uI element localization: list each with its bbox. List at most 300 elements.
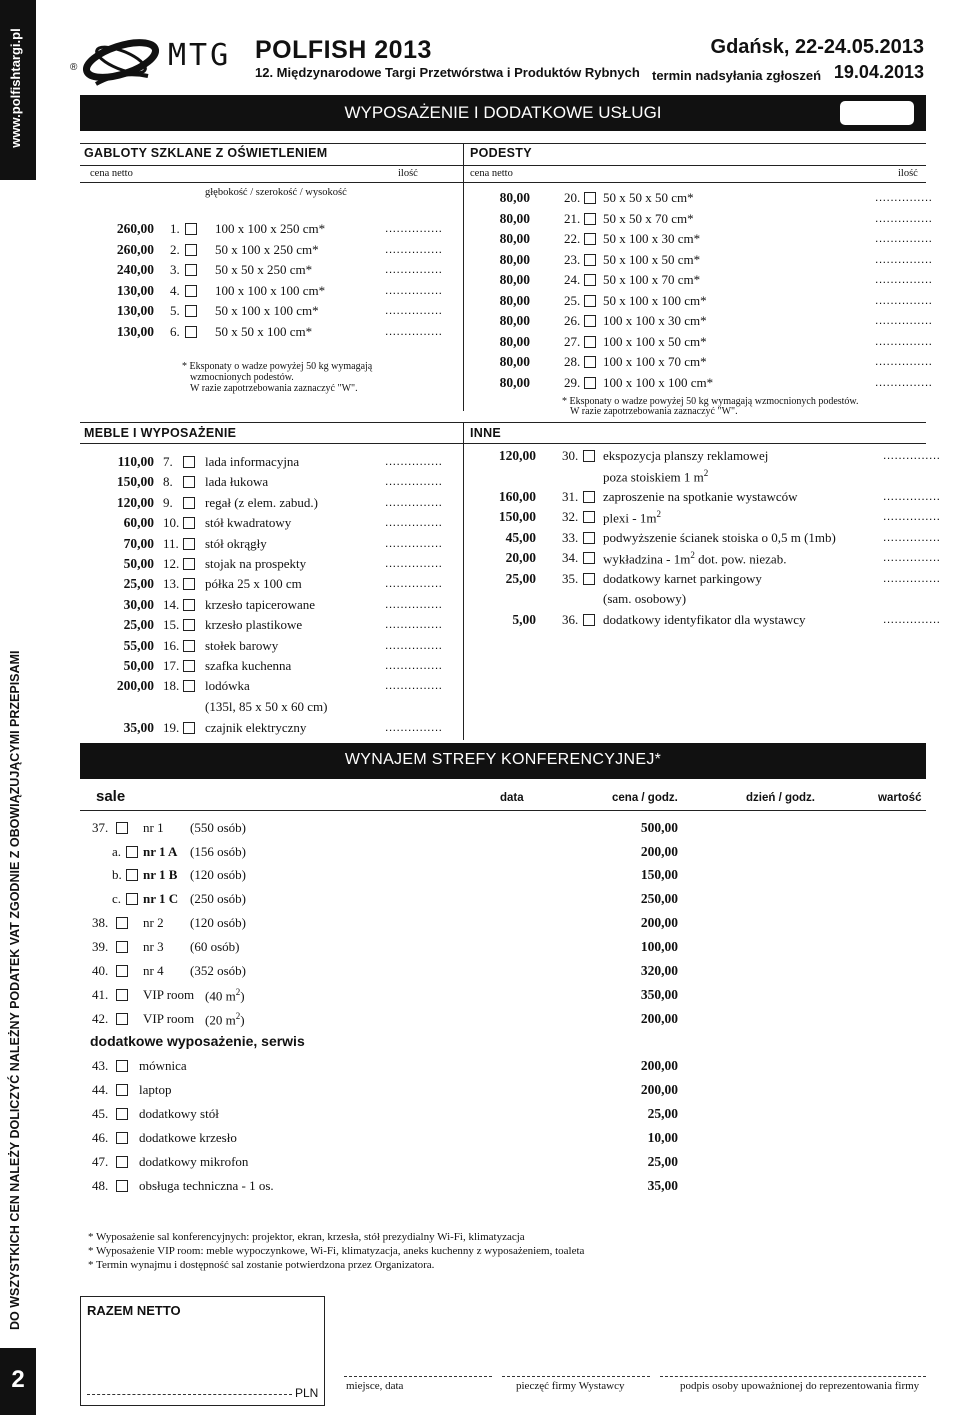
item-checkbox[interactable] — [126, 846, 138, 858]
item-price: 150,00 — [116, 474, 154, 490]
item-price: 130,00 — [116, 282, 154, 298]
item-label: lada łukowa — [205, 474, 269, 490]
deadline-label: termin nadsyłania zgłoszeń — [652, 68, 822, 83]
item-label: 50 x 100 x 50 cm* — [603, 251, 701, 267]
section-banner — [80, 95, 926, 131]
item-checkbox[interactable] — [183, 640, 195, 652]
qty-field[interactable]: ............... — [385, 637, 443, 652]
item-checkbox[interactable] — [116, 941, 128, 953]
fair-title: POLFISH 2013 — [255, 36, 432, 64]
item-price: 260,00 — [116, 241, 154, 257]
qty-field[interactable]: ............... — [875, 292, 933, 307]
item-label: 50 x 100 x 30 cm* — [603, 231, 701, 246]
qty-field[interactable]: ............... — [385, 535, 443, 550]
location-date: Gdańsk, 22-24.05.2013 — [710, 36, 924, 58]
qty-field[interactable]: ............... — [385, 576, 443, 591]
qty-field[interactable]: ............... — [875, 272, 933, 286]
room-price: 500,00 — [640, 820, 678, 835]
item-number: 26. — [564, 313, 581, 328]
item-price: 30,00 — [123, 596, 154, 612]
divider — [463, 143, 464, 411]
room-price: 200,00 — [640, 844, 678, 859]
item-checkbox[interactable] — [116, 1132, 128, 1144]
qty-field[interactable]: ............... — [883, 489, 941, 503]
qty-field[interactable]: ............... — [875, 374, 933, 389]
room-name: nr 1 C — [143, 891, 179, 906]
item-price: 80,00 — [499, 231, 530, 246]
divider — [80, 165, 926, 166]
item-price: 120,00 — [498, 448, 536, 463]
item-checkbox[interactable] — [583, 614, 595, 626]
superscript: 2 — [656, 509, 661, 519]
qty-field[interactable]: ............... — [385, 617, 443, 632]
showcases-note-3: W razie zapotrzebowania zaznaczyć "W". — [190, 383, 358, 394]
item-label-text: podwyższenie ścianek stoiska o 0,5 m (1mb) — [603, 530, 836, 545]
item-price: 50,00 — [123, 556, 154, 571]
item-price: 80,00 — [499, 333, 530, 349]
qty-field[interactable]: ............... — [385, 515, 443, 530]
item-price: 5,00 — [512, 612, 536, 627]
item-number: 5. — [170, 303, 180, 318]
item-number: 21. — [564, 210, 581, 226]
qty-field[interactable]: ............... — [875, 313, 933, 327]
item-number: 20. — [564, 190, 581, 205]
qty-field[interactable]: ............... — [385, 658, 443, 672]
other-title: INNE — [470, 426, 502, 440]
item-checkbox[interactable] — [116, 989, 128, 1001]
conf-col-date: data — [500, 792, 524, 804]
item-number: 3. — [170, 262, 180, 277]
registered-mark: ® — [70, 62, 78, 73]
item-label: 100 x 100 x 30 cm* — [603, 313, 707, 328]
item-price: 150,00 — [498, 509, 536, 524]
room-name: nr 2 — [143, 915, 164, 930]
item-price: 25,00 — [505, 571, 536, 586]
item-label: szafka kuchenna — [205, 658, 292, 673]
qty-field[interactable]: ............... — [875, 210, 933, 225]
item-price: 200,00 — [640, 1082, 678, 1097]
item-number: 25. — [564, 292, 581, 308]
item-label — [603, 530, 836, 546]
item-price: 60,00 — [123, 515, 154, 531]
item-price: 25,00 — [123, 576, 154, 592]
item-number: 41. — [92, 987, 109, 1002]
showcases-note-2: wzmocnionych podestów. — [190, 372, 294, 383]
item-number: 9. — [163, 494, 173, 510]
platforms-note-1: * Eksponaty o wadze powyżej 50 kg wymagają wzmocnionych podestów. — [562, 396, 859, 407]
qty-field[interactable]: ............... — [883, 448, 941, 462]
divider — [80, 143, 926, 144]
qty-field[interactable]: ............... — [385, 720, 443, 734]
qty-field[interactable]: ............... — [875, 251, 933, 266]
item-checkbox[interactable] — [183, 722, 195, 734]
conference-footnote-1: * Wyposażenie sal konferencyjnych: projektor, ekran, krzesła, stół prezydialny Wi-Fi, klimatyzacja — [88, 1231, 525, 1243]
item-checkbox[interactable] — [185, 285, 197, 297]
item-label: 100 x 100 x 70 cm* — [603, 354, 707, 369]
item-number: 23. — [564, 251, 581, 267]
item-label-suffix: dot. pow. niezab. — [694, 551, 787, 567]
item-number: a. — [112, 844, 122, 859]
item-number: 36. — [562, 612, 579, 627]
divider — [80, 443, 926, 444]
place-date-label: miejsce, data — [346, 1380, 404, 1392]
item-number: 22. — [564, 231, 581, 246]
room-capacity — [190, 844, 246, 860]
conf-col-price: cena / godz. — [612, 792, 678, 804]
item-price: 110,00 — [117, 454, 154, 469]
platforms-note-2: W razie zapotrzebowania zaznaczyć "W". — [570, 406, 738, 417]
item-number: 34. — [562, 550, 579, 565]
divider — [80, 422, 926, 423]
stamp-line[interactable] — [502, 1376, 650, 1377]
showcases-note-1: * Eksponaty o wadze powyżej 50 kg wymagają — [182, 361, 373, 372]
item-price: 20,00 — [505, 550, 536, 565]
fridge-note: (135l, 85 x 50 x 60 cm) — [205, 699, 328, 714]
item-number: 47. — [92, 1154, 109, 1169]
total-currency: PLN — [295, 1386, 319, 1400]
room-name: nr 1 B — [143, 867, 178, 882]
room-capacity-close: ) — [240, 1012, 245, 1028]
fair-subtitle: 12. Międzynarodowe Targi Przetwórstwa i Produktów Rybnych — [255, 65, 640, 80]
item-number: 40. — [92, 963, 109, 978]
item-price: 80,00 — [499, 272, 530, 287]
item-number: 46. — [92, 1130, 109, 1145]
item-label: stojak na prospekty — [205, 556, 307, 571]
qty-field[interactable]: ............... — [883, 550, 941, 564]
item-number: 8. — [163, 474, 173, 490]
item-price: 80,00 — [499, 210, 530, 226]
item-label-text: dodatkowy identyfikator dla wystawcy — [603, 612, 806, 627]
item-checkbox[interactable] — [584, 356, 596, 368]
page-number-badge — [0, 1348, 36, 1415]
item-checkbox[interactable] — [584, 336, 596, 348]
item-label: 100 x 100 x 250 cm* — [215, 221, 326, 236]
superscript: 2 — [703, 468, 709, 478]
superscript: 2 — [235, 987, 241, 997]
qty-field[interactable]: ............... — [875, 354, 933, 368]
item-label: regał (z elem. zabud.) — [205, 494, 318, 510]
item-label: stołek barowy — [205, 637, 279, 653]
item30-line2-text: poza stoiskiem 1 m — [603, 469, 704, 485]
qty-field[interactable]: ............... — [883, 530, 941, 544]
item-checkbox[interactable] — [185, 223, 197, 235]
item-number: 33. — [562, 530, 579, 545]
item-checkbox[interactable] — [183, 558, 195, 570]
item-price: 70,00 — [123, 535, 154, 551]
item-number: 6. — [170, 323, 180, 339]
qty-field[interactable]: ............... — [385, 494, 443, 509]
item-number: 42. — [92, 1011, 109, 1026]
sidebar-vat-notice: DO WSZYSTKICH CEN NALEŻY DOLICZYĆ NALEŻNY PODATEK VAT ZGODNIE Z OBOWIĄZUJĄCYMI PRZEPISAMI — [8, 650, 22, 1330]
item-label: laptop — [139, 1082, 172, 1097]
item-checkbox[interactable] — [185, 305, 197, 317]
conf-col-value: wartość — [878, 792, 922, 804]
item-checkbox[interactable] — [126, 893, 138, 905]
item-checkbox[interactable] — [185, 244, 197, 256]
item-number: 2. — [170, 241, 180, 257]
mtg-wordmark: MTG — [168, 38, 232, 73]
item-number: 44. — [92, 1082, 109, 1097]
item-number: 38. — [92, 915, 109, 930]
qty-field[interactable]: ............... — [385, 303, 443, 317]
item-price: 160,00 — [498, 489, 536, 504]
item-checkbox[interactable] — [583, 532, 595, 544]
item-number: 14. — [163, 596, 180, 612]
showcases-title: GABLOTY SZKLANE Z OŚWIETLENIEM — [84, 146, 328, 160]
qty-field[interactable]: ............... — [385, 474, 443, 489]
superscript: 2 — [690, 550, 695, 560]
conference-footnote-2: * Wyposażenie VIP room: meble wypoczynkowe, Wi-Fi, klimatyzacja, aneks kuchenny z wyposażeniem, toaleta — [88, 1245, 585, 1257]
item-label — [603, 550, 786, 567]
item-checkbox[interactable] — [583, 573, 595, 585]
qty-field[interactable]: ............... — [385, 323, 443, 338]
item-label-text: wykładzina - 1m — [603, 551, 691, 567]
total-label: RAZEM NETTO — [87, 1303, 181, 1318]
item-price: 130,00 — [116, 323, 154, 339]
item-number: 39. — [92, 939, 109, 954]
item-number: 10. — [163, 515, 180, 531]
item-number: 4. — [170, 282, 180, 298]
room-price: 200,00 — [640, 1011, 678, 1026]
item-price: 80,00 — [499, 374, 530, 390]
item-label: 50 x 50 x 70 cm* — [603, 210, 694, 226]
item-checkbox[interactable] — [584, 377, 596, 389]
item-price: 55,00 — [123, 637, 154, 653]
room-capacity — [190, 915, 246, 931]
room-price: 250,00 — [640, 891, 678, 906]
qty-field[interactable]: ............... — [385, 241, 443, 256]
item-checkbox[interactable] — [183, 538, 195, 550]
item-price: 240,00 — [116, 262, 154, 277]
qty-field[interactable]: ............... — [883, 509, 941, 523]
item-number: 27. — [564, 333, 581, 349]
item-checkbox[interactable] — [116, 1013, 128, 1025]
sidebar-url: www.polfishtargi.pl — [8, 28, 23, 148]
item-label: stół kwadratowy — [205, 515, 292, 531]
item-price: 260,00 — [116, 221, 154, 236]
item-checkbox[interactable] — [116, 1156, 128, 1168]
item-label: 100 x 100 x 100 cm* — [603, 374, 714, 390]
qty-field[interactable]: ............... — [883, 612, 941, 626]
item-number: 17. — [163, 658, 180, 673]
item-checkbox[interactable] — [116, 822, 128, 834]
deadline-date: 19.04.2013 — [833, 62, 924, 82]
item-label: 50 x 50 x 50 cm* — [603, 190, 694, 205]
item-label: stół okrągły — [205, 535, 267, 551]
superscript: 2 — [235, 1011, 241, 1021]
room-capacity-text: (156 osób) — [190, 844, 246, 859]
item-checkbox[interactable] — [183, 578, 195, 590]
item-label: 100 x 100 x 50 cm* — [603, 333, 707, 349]
item-number: 16. — [163, 637, 180, 653]
qty-field[interactable]: ............... — [385, 678, 443, 693]
item-price: 25,00 — [647, 1106, 678, 1121]
item-checkbox[interactable] — [584, 213, 596, 225]
item-label: czajnik elektryczny — [205, 720, 307, 735]
platforms-col-qty: ilość — [898, 168, 918, 179]
item-label: lodówka — [205, 678, 250, 694]
item-number: 18. — [163, 678, 180, 694]
item-checkbox[interactable] — [116, 1108, 128, 1120]
room-capacity-text: (120 osób) — [190, 915, 246, 930]
qty-field[interactable]: ............... — [875, 333, 933, 348]
item-price: 200,00 — [116, 678, 154, 694]
showcases-col-price: cena netto — [90, 168, 133, 179]
item-checkbox[interactable] — [185, 326, 197, 338]
item-price: 45,00 — [505, 530, 536, 545]
item-label: krzesło plastikowe — [205, 617, 303, 633]
item-checkbox[interactable] — [584, 192, 596, 204]
room-capacity-text: (20 m — [205, 1012, 236, 1028]
platforms-col-price: cena netto — [470, 168, 513, 179]
item-label — [603, 571, 762, 587]
qty-field[interactable]: ............... — [385, 596, 443, 611]
sidebar-url-band — [0, 0, 36, 180]
room-price: 100,00 — [640, 939, 678, 954]
item-label — [603, 612, 806, 628]
item-label: obsługa techniczna - 1 os. — [139, 1178, 274, 1193]
banner-title: WYPOSAŻENIE I DODATKOWE USŁUGI — [344, 103, 662, 122]
conf-col-day: dzień / godz. — [746, 792, 815, 804]
item-number: 15. — [163, 617, 180, 633]
item-label: 100 x 100 x 100 cm* — [215, 282, 326, 298]
conference-footnote-3: * Termin wynajmu i dostępność sal zostanie potwierdzona przez Organizatora. — [88, 1259, 435, 1271]
item-price: 25,00 — [123, 617, 154, 633]
item-label: 50 x 50 x 100 cm* — [215, 323, 313, 339]
qty-field[interactable]: ............... — [385, 556, 443, 570]
item-number: 1. — [170, 221, 180, 236]
room-price: 350,00 — [640, 987, 678, 1002]
item-number: 35. — [562, 571, 579, 586]
item-price: 130,00 — [116, 303, 154, 318]
item-label: 50 x 100 x 70 cm* — [603, 272, 701, 287]
item-checkbox[interactable] — [116, 965, 128, 977]
room-capacity — [190, 820, 246, 836]
room-name: nr 1 — [143, 820, 164, 835]
item-checkbox[interactable] — [584, 295, 596, 307]
room-name: nr 4 — [143, 963, 164, 978]
item-checkbox[interactable] — [126, 869, 138, 881]
qty-field[interactable]: ............... — [385, 454, 443, 468]
total-amount-line — [87, 1394, 292, 1395]
item-price: 35,00 — [123, 720, 154, 735]
signature-line[interactable] — [660, 1376, 926, 1377]
item-checkbox[interactable] — [584, 233, 596, 245]
form-number-box[interactable] — [840, 101, 914, 125]
qty-field[interactable]: ............... — [385, 221, 443, 235]
item-label: krzesło tapicerowane — [205, 596, 316, 612]
item-price: 25,00 — [647, 1154, 678, 1169]
room-name: VIP room — [143, 1011, 195, 1026]
item-checkbox[interactable] — [116, 917, 128, 929]
qty-field[interactable]: ............... — [883, 571, 941, 585]
qty-field[interactable]: ............... — [385, 262, 443, 276]
item-number: 30. — [562, 448, 579, 463]
item-price: 120,00 — [116, 494, 154, 510]
total-box[interactable] — [80, 1296, 325, 1406]
item-checkbox[interactable] — [183, 680, 195, 692]
item-checkbox[interactable] — [183, 497, 195, 509]
item-label: 50 x 100 x 250 cm* — [215, 241, 319, 257]
conference-banner — [80, 743, 926, 779]
item-checkbox[interactable] — [183, 476, 195, 488]
item-number: 29. — [564, 374, 581, 390]
room-price: 200,00 — [640, 915, 678, 930]
item-label: 50 x 50 x 250 cm* — [215, 262, 313, 277]
room-capacity — [190, 867, 246, 883]
item-number: 43. — [92, 1058, 109, 1073]
item-number: 32. — [562, 509, 579, 524]
item-checkbox[interactable] — [584, 274, 596, 286]
item-number: 28. — [564, 354, 581, 369]
item-checkbox[interactable] — [183, 599, 195, 611]
item-checkbox[interactable] — [183, 517, 195, 529]
item-checkbox[interactable] — [583, 511, 595, 523]
room-capacity-text: (120 osób) — [190, 867, 246, 882]
mtg-logo-icon — [76, 30, 166, 98]
item-checkbox[interactable] — [183, 619, 195, 631]
place-date-line[interactable] — [344, 1376, 492, 1377]
room-name: nr 3 — [143, 939, 164, 954]
item-label: dodatkowy stół — [139, 1106, 219, 1121]
furniture-title: MEBLE I WYPOSAŻENIE — [84, 426, 237, 440]
room-name: VIP room — [143, 987, 195, 1002]
room-capacity-text: (60 osób) — [190, 939, 240, 954]
stamp-label: pieczęć firmy Wystawcy — [516, 1380, 625, 1392]
item-label: dodatkowy mikrofon — [139, 1154, 249, 1169]
item-checkbox[interactable] — [583, 552, 595, 564]
item-price: 80,00 — [499, 292, 530, 308]
room-capacity — [190, 939, 239, 955]
room-capacity-text: (250 osób) — [190, 891, 246, 906]
item-price: 10,00 — [647, 1130, 678, 1145]
item-label: dodatkowe krzesło — [139, 1130, 237, 1145]
item-label-text: zaproszenie na spotkanie wystawców — [603, 489, 798, 504]
page-number: 2 — [11, 1366, 25, 1393]
qty-field[interactable]: ............... — [875, 231, 933, 245]
room-capacity — [190, 963, 246, 979]
item-checkbox[interactable] — [583, 491, 595, 503]
room-capacity — [205, 987, 245, 1004]
item-label — [603, 448, 768, 464]
room-price: 320,00 — [640, 963, 678, 978]
item-label: mównica — [139, 1058, 187, 1073]
item-price: 80,00 — [499, 190, 530, 205]
item-checkbox[interactable] — [584, 254, 596, 266]
item-checkbox[interactable] — [183, 456, 195, 468]
item-checkbox[interactable] — [583, 450, 595, 462]
item-label-text: dodatkowy karnet parkingowy — [603, 571, 762, 586]
item-checkbox[interactable] — [116, 1180, 128, 1192]
item-checkbox[interactable] — [185, 264, 197, 276]
signature-label: podpis osoby upoważnionej do reprezentowania firmy — [680, 1380, 920, 1392]
item-checkbox[interactable] — [116, 1084, 128, 1096]
item-label: lada informacyjna — [205, 454, 300, 469]
room-capacity — [190, 891, 246, 907]
qty-field[interactable]: ............... — [385, 282, 443, 297]
item-label: półka 25 x 100 cm — [205, 576, 302, 592]
item-checkbox[interactable] — [116, 1060, 128, 1072]
item-checkbox[interactable] — [183, 660, 195, 672]
item-checkbox[interactable] — [584, 315, 596, 327]
room-capacity-text: (40 m — [205, 988, 236, 1004]
qty-field[interactable]: ............... — [875, 190, 933, 204]
item-label: 50 x 100 x 100 cm* — [215, 303, 319, 318]
item-number: 12. — [163, 556, 180, 571]
item-label-text: ekspozycja planszy reklamowej — [603, 448, 769, 463]
item-label — [603, 509, 661, 526]
item-number: c. — [112, 891, 122, 906]
